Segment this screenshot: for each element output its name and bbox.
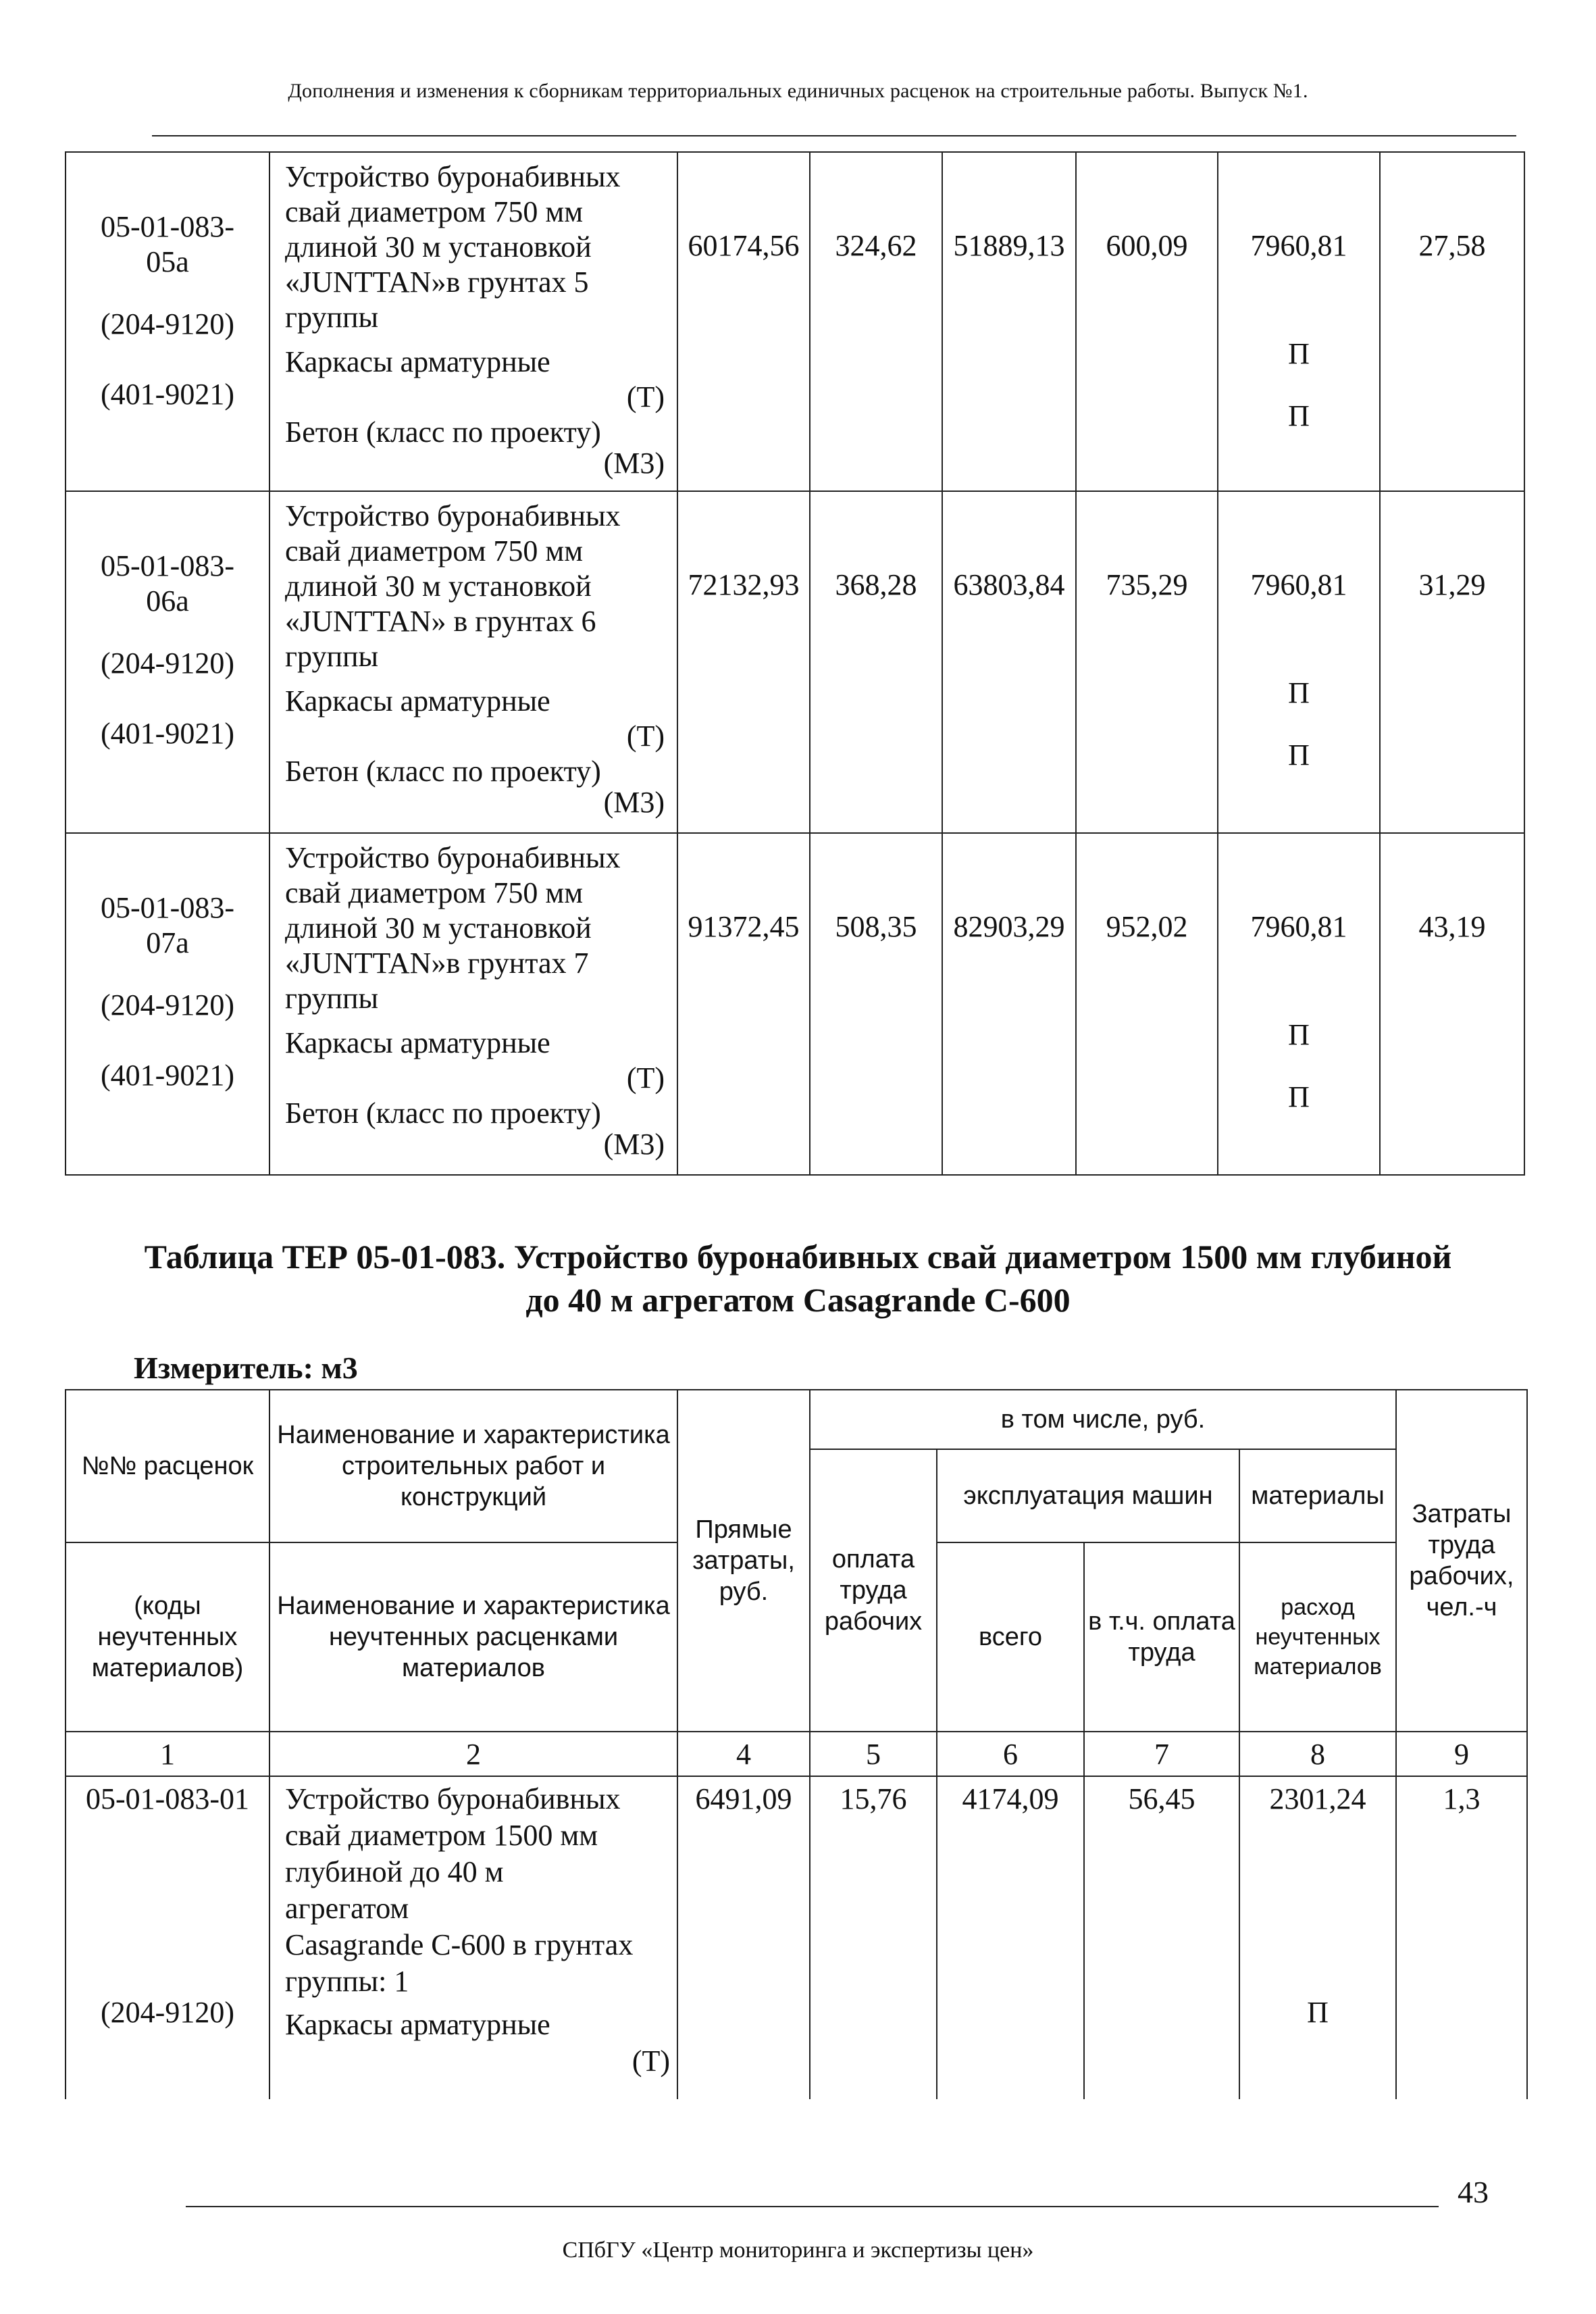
value: 63803,84 [953,568,1065,601]
rate-code: 05-01-083-01 [86,1782,249,1815]
machines-cell [942,833,1076,1175]
material-name: Бетон (класс по проекту) [285,755,601,788]
rate-code-suffix: 05а [146,245,189,278]
materials-cell [1218,152,1380,491]
material-unit: (М3) [603,447,665,480]
machines-cell [937,1776,1084,2099]
value: 82903,29 [953,910,1065,943]
column-index: 9 [1396,1732,1527,1776]
material-mark: П [1288,738,1310,772]
value: 72132,93 [688,568,800,601]
material-mark: П [1288,676,1310,709]
material-code: (401-9021) [101,1059,234,1092]
direct-cost-cell [677,491,810,833]
work-name-line: Устройство буронабивных [285,841,621,874]
work-name-cell [269,152,677,491]
machines-wage-cell [1084,1776,1239,2099]
labor-cell [1380,152,1524,491]
work-name-line: Устройство буронабивных [285,499,621,532]
material-mark: П [1288,1080,1310,1113]
value: 1,3 [1443,1782,1481,1815]
header-machines: эксплуатация машин [937,1449,1239,1542]
table-row [66,152,1524,491]
rate-code-cell [66,152,269,491]
page-header: Дополнения и изменения к сборникам территориальных единичных расценок на строительные работы. Выпуск №1. [288,80,1308,102]
direct-cost-cell [677,152,810,491]
material-unit: (М3) [603,786,665,819]
table-row [66,1776,1527,2099]
material-code: (204-9120) [101,647,234,680]
machines-wage-cell [1076,152,1218,491]
work-name-line: «JUNTTAN»в грунтах 7 [285,947,589,980]
value: 91372,45 [688,910,800,943]
value: 324,62 [835,229,917,262]
materials-cell [1218,491,1380,833]
work-name-line: длиной 30 м установкой [285,230,592,263]
value: 368,28 [835,568,917,601]
material-unit: (Т) [632,2044,670,2078]
work-name-line: свай диаметром 750 мм [285,534,584,568]
material-name: Каркасы арматурные [285,1026,550,1059]
material-name: Бетон (класс по проекту) [285,416,601,449]
value: 600,09 [1106,229,1188,262]
header-wage: оплата труда рабочих [810,1449,937,1732]
column-index: 4 [677,1732,810,1776]
materials-cell [1239,1776,1396,2099]
rates-table [65,1389,1528,2099]
header-material-name: Наименование и характеристика неучтенных расценками материалов [269,1542,677,1732]
labor-cell [1380,833,1524,1175]
material-unit: (М3) [603,1128,665,1161]
material-code: (204-9120) [101,988,234,1022]
work-name-line: «JUNTTAN»в грунтах 5 [285,266,589,299]
material-unit: (Т) [626,720,665,753]
wage-cell [810,833,942,1175]
header-machines-total: всего [937,1542,1084,1732]
machines-wage-cell [1076,833,1218,1175]
wage-cell [810,1776,937,2099]
table-row [66,833,1524,1175]
value: 7960,81 [1250,910,1347,943]
header-direct-cost: Прямые затраты, руб. [677,1390,810,1732]
material-mark: П [1288,1018,1310,1051]
value: 27,58 [1418,229,1486,262]
material-name: Бетон (класс по проекту) [285,1097,601,1130]
header-work-name: Наименование и характеристика строительных работ и конструкций [269,1390,677,1542]
material-mark: П [1307,1996,1329,2029]
work-name-line: глубиной до 40 м [285,1855,504,1888]
header-machines-wage: в т.ч. оплата труда [1084,1542,1239,1732]
table-title-line: до 40 м агрегатом Casagrande С-600 [525,1281,1071,1319]
machines-wage-cell [1076,491,1218,833]
rates-table-continued [65,151,1525,1176]
column-index: 6 [937,1732,1084,1776]
work-name-cell [269,1776,677,2099]
labor-cell [1380,491,1524,833]
column-index: 5 [810,1732,937,1776]
work-name-cell [269,491,677,833]
material-unit: (Т) [626,380,665,413]
work-name-line: агрегатом [285,1892,409,1925]
value: 31,29 [1418,568,1486,601]
column-index: 1 [66,1732,269,1776]
header-materials: материалы [1239,1449,1396,1542]
footer-organization: СПбГУ «Центр мониторинга и экспертизы цен» [562,2238,1034,2263]
material-mark: П [1288,337,1310,370]
work-name-line: свай диаметром 750 мм [285,195,584,228]
value: 56,45 [1128,1782,1195,1815]
table-row [66,491,1524,833]
work-name-line: Устройство буронабивных [285,1782,621,1815]
material-code: (204-9120) [101,307,234,341]
material-code: (401-9021) [101,717,234,750]
column-index: 2 [269,1732,677,1776]
header-rate-code: №№ расценок [66,1390,269,1542]
header-material-code: (коды неучтенных материалов) [66,1542,269,1732]
work-name-line: группы [285,982,379,1015]
value: 508,35 [835,910,917,943]
footer-divider [186,2206,1439,2207]
material-mark: П [1288,399,1310,432]
work-name-line: свай диаметром 1500 мм [285,1819,598,1852]
rate-code: 05-01-083- [101,891,234,924]
value: 43,19 [1418,910,1486,943]
material-name: Каркасы арматурные [285,2008,550,2041]
measurement-unit: Измеритель: м3 [134,1351,358,1385]
work-name-cell [269,833,677,1175]
value: 735,29 [1106,568,1188,601]
work-name-line: «JUNTTAN» в грунтах 6 [285,605,596,638]
wage-cell [810,152,942,491]
rate-code-suffix: 06а [146,584,189,618]
material-code: (401-9021) [101,378,234,411]
machines-cell [942,152,1076,491]
material-name: Каркасы арматурные [285,684,550,718]
column-index: 8 [1239,1732,1396,1776]
value: 2301,24 [1269,1782,1366,1815]
rate-code-cell [66,1776,269,2099]
wage-cell [810,491,942,833]
value: 15,76 [840,1782,907,1815]
direct-cost-cell [677,833,810,1175]
rate-code-cell [66,833,269,1175]
column-index-row [66,1732,1527,1776]
direct-cost-cell [677,1776,810,2099]
rate-code: 05-01-083- [101,210,234,243]
work-name-line: Устройство буронабивных [285,160,621,193]
value: 952,02 [1106,910,1188,943]
value: 7960,81 [1250,229,1347,262]
materials-cell [1218,833,1380,1175]
rate-code-cell [66,491,269,833]
header-divider [152,135,1516,136]
work-name-line: Casagrande С-600 в грунтах [285,1928,634,1961]
column-index: 7 [1084,1732,1239,1776]
work-name-line: длиной 30 м установкой [285,570,592,603]
work-name-line: группы [285,301,379,334]
value: 4174,09 [962,1782,1059,1815]
table-title [0,1235,1596,1322]
material-name: Каркасы арматурные [285,345,550,378]
value: 60174,56 [688,229,800,262]
labor-cell [1396,1776,1527,2099]
value: 51889,13 [953,229,1065,262]
work-name-line: группы [285,640,379,673]
work-name-line: длиной 30 м установкой [285,911,592,945]
value: 6491,09 [695,1782,792,1815]
work-name-line: группы: 1 [285,1965,409,1998]
table-title-line: Таблица ТЕР 05-01-083. Устройство буронабивных свай диаметром 1500 мм глубиной [144,1238,1452,1276]
header-labor: Затраты труда рабочих, чел.-ч [1396,1390,1527,1732]
material-code: (204-9120) [101,1996,234,2029]
rate-code-suffix: 07а [146,926,189,959]
work-name-line: свай диаметром 750 мм [285,876,584,909]
header-material-consumption: расход неучтенных материалов [1239,1542,1396,1732]
material-unit: (Т) [626,1061,665,1095]
rate-code: 05-01-083- [101,549,234,582]
machines-cell [942,491,1076,833]
value: 7960,81 [1250,568,1347,601]
page-number: 43 [1458,2175,1489,2209]
header-including: в том числе, руб. [810,1390,1396,1449]
